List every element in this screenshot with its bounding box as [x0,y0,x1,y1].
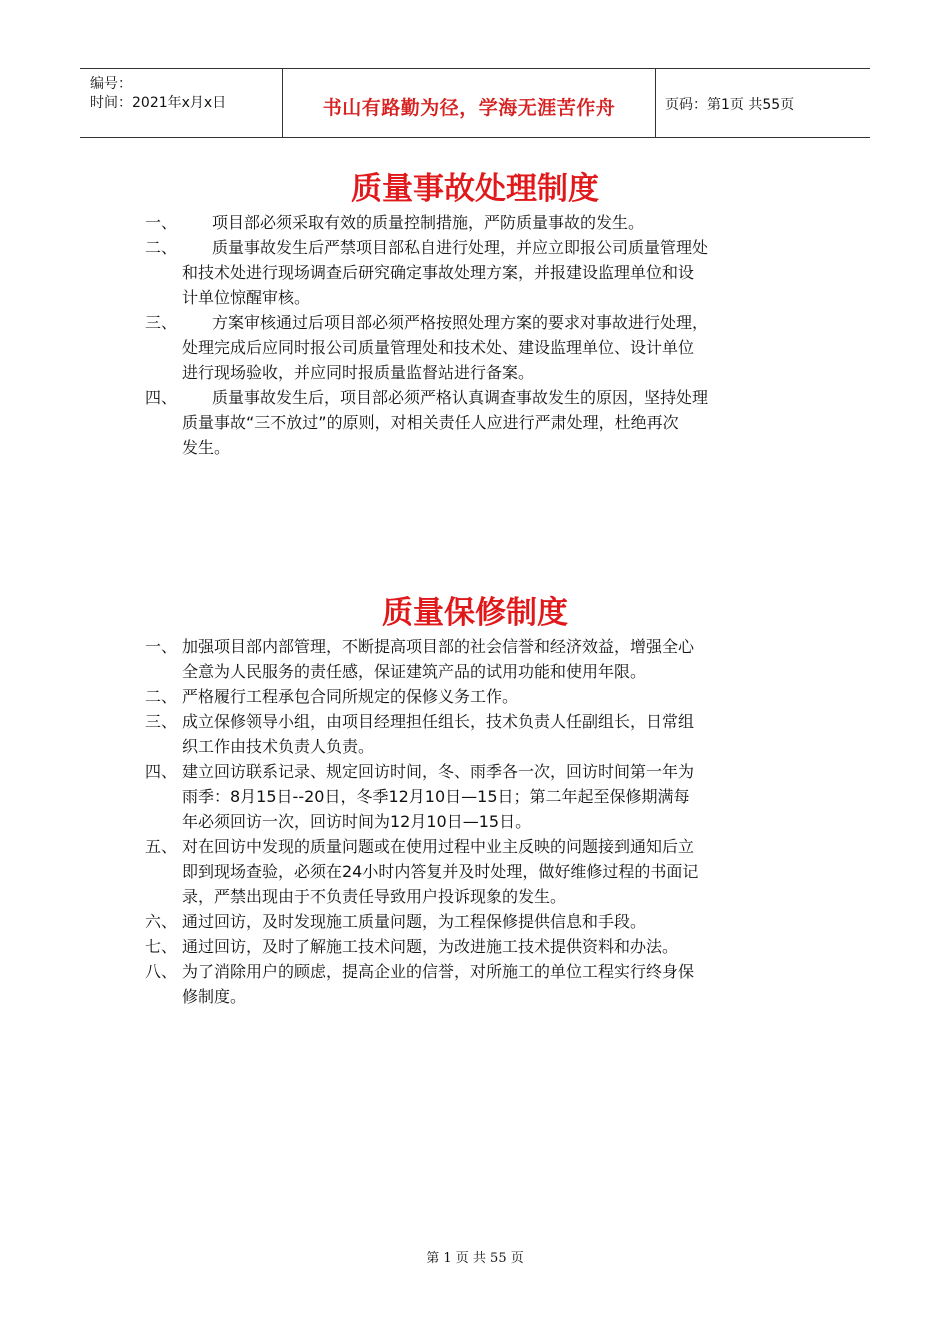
section2-item [145,834,815,909]
page-info: 页码：第1页 共55页 [665,97,795,113]
item-line: 成立保修领导小组，由项目经理担任组长，技术负责人任副组长，日常组 [182,712,695,731]
item-number: 一、 [145,637,178,656]
date-label: 时间：2021年x月x日 [90,95,227,111]
section2-item [145,634,815,684]
item-number: 三、 [145,712,178,731]
item-line: 织工作由技术负责人负责。 [182,737,375,756]
item-number: 八、 [145,962,178,981]
section1-title: 质量事故处理制度 [351,171,599,207]
item-line: 和技术处进行现场调查后研究确定事故处理方案，并报建设监理单位和设 [182,263,695,282]
item-number: 三、 [145,313,178,332]
item-line: 通过回访，及时发现施工质量问题，为工程保修提供信息和手段。 [182,912,647,931]
item-line: 计单位惊醒审核。 [182,288,311,307]
section2-item [145,759,815,834]
page-footer: 第 1 页 共 55 页 [426,1251,524,1266]
header-motto-cell [282,69,656,137]
section2-title: 质量保修制度 [382,595,568,631]
item-line: 方案审核通过后项目部必须严格按照处理方案的要求对事故进行处理， [212,313,709,332]
section1-item [145,235,815,310]
item-line: 质量事故“三不放过”的原则，对相关责任人应进行严肃处理，杜绝再次 [182,413,679,432]
section2-item [145,709,815,759]
item-line: 质量事故发生后，项目部必须严格认真调查事故发生的原因，坚持处理 [212,388,709,407]
item-line: 加强项目部内部管理，不断提高项目部的社会信誉和经济效益，增强全心 [182,637,695,656]
header-right-cell [655,69,870,137]
item-line: 年必须回访一次，回访时间为12月10日—15日。 [182,812,532,831]
item-line: 全意为人民服务的责任感，保证建筑产品的试用功能和使用年限。 [182,662,647,681]
item-line: 为了消除用户的顾虑，提高企业的信誉，对所施工的单位工程实行终身保 [182,962,695,981]
item-number: 七、 [145,937,178,956]
section2-item [145,959,815,1009]
item-line: 质量事故发生后严禁项目部私自进行处理，并应立即报公司质量管理处 [212,238,709,257]
item-number: 六、 [145,912,178,931]
number-label: 编号： [90,76,132,92]
item-line: 发生。 [182,438,231,457]
item-line: 录，严禁出现由于不负责任导致用户投诉现象的发生。 [182,887,567,906]
item-line: 建立回访联系记录、规定回访时间，冬、雨季各一次，回访时间第一年为 [182,762,695,781]
item-number: 五、 [145,837,178,856]
section1-item [145,310,815,385]
motto: 书山有路勤为径，学海无涯苦作舟 [322,97,616,119]
section1-item [145,385,815,460]
item-line: 通过回访，及时了解施工技术问题，为改进施工技术提供资料和办法。 [182,937,679,956]
item-number: 四、 [145,762,178,781]
document-header [80,68,870,138]
header-left-cell [80,69,282,137]
item-line: 修制度。 [182,987,247,1006]
item-line: 对在回访中发现的质量问题或在使用过程中业主反映的问题接到通知后立 [182,837,695,856]
section2-item [145,684,815,709]
item-number: 四、 [145,388,178,407]
item-number: 二、 [145,687,178,706]
item-line: 严格履行工程承包合同所规定的保修义务工作。 [182,687,519,706]
item-line: 即到现场查验，必须在24小时内答复并及时处理，做好维修过程的书面记 [182,862,699,881]
item-line: 雨季：8月15日--20日，冬季12月10日—15日；第二年起至保修期满每 [182,787,690,806]
section1-item [145,210,815,235]
item-line: 项目部必须采取有效的质量控制措施，严防质量事故的发生。 [212,213,645,232]
section2-item [145,909,815,934]
item-number: 二、 [145,238,178,257]
item-number: 一、 [145,213,178,232]
item-line: 处理完成后应同时报公司质量管理处和技术处、建设监理单位、设计单位 [182,338,695,357]
item-line: 进行现场验收，并应同时报质量监督站进行备案。 [182,363,535,382]
section2-item [145,934,815,959]
